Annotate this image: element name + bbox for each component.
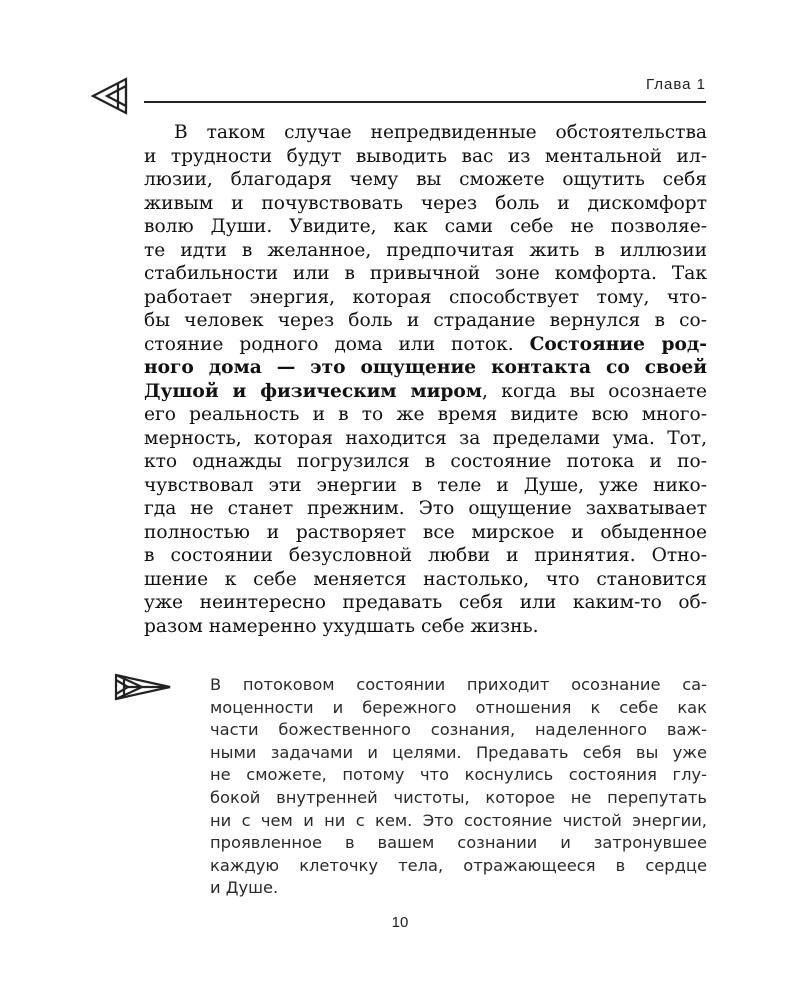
text-span: стояние родного дома или поток.: [144, 333, 514, 355]
text-line: те идти в желанное, предпочитая жить в иллюзии: [144, 239, 707, 261]
text-line: в состоянии безусловной любви и принятия. Отно-: [144, 545, 707, 566]
text-line: бы человек через боль и страдание вернулся в со-: [144, 310, 707, 331]
page-number: 10: [391, 914, 409, 931]
text-line: чувствовал эти энергии в теле и Душе, уже нико-: [144, 474, 707, 496]
chapter-label: Глава 1: [645, 76, 706, 93]
text-line: и трудности будут выводить вас из ментальной ил-: [144, 145, 707, 167]
text-line: [144, 356, 707, 380]
text-line: полностью и растворяет все мирское и обыденное: [144, 521, 707, 543]
bold-emphasis: Душой и физическим миром: [144, 380, 482, 402]
text-line: ными задачами и целями. Предавать себя вы уже: [210, 742, 707, 762]
text-line: В таком случае непредвиденные обстоятельства: [174, 122, 707, 143]
text-line: [144, 380, 707, 404]
triangle-emblem-icon: [90, 76, 130, 116]
text-line: разом намеренно ухудшать себе жизнь.: [144, 615, 539, 637]
text-line: и Душе.: [210, 878, 279, 898]
bold-emphasis: Состояние род-: [529, 333, 707, 355]
text-line: [144, 333, 707, 357]
bold-emphasis: ного дома — это ощущение контакта со своей: [144, 357, 707, 378]
text-line: не сможете, потому что коснулись состояния глу-: [210, 765, 707, 785]
text-line: кто однажды погрузился в состояние потока и по-: [144, 451, 707, 472]
text-line: ни с чем и ни с кем. Это состояние чистой энергии,: [210, 810, 707, 830]
text-line: уже неинтересно предавать себя или каким-то об-: [144, 592, 707, 613]
text-line: волю Души. Увидите, как сами себе не позволяе-: [144, 216, 707, 237]
text-line: части божественного сознания, наделенного важ-: [210, 720, 707, 740]
text-line: работает энергия, которая способствует тому, что-: [144, 286, 707, 308]
text-line: моценности и бережного отношения к себе как: [210, 697, 707, 717]
header-rule: [144, 101, 706, 103]
text-line: мерность, которая находится за пределами ума. Тот,: [144, 427, 707, 449]
text-line: В потоковом состоянии приходит осознание са-: [210, 675, 707, 694]
text-line: бокой внутренней чистоты, которое не перепутать: [210, 787, 707, 807]
main-paragraph: [144, 121, 707, 638]
text-line: его реальность и в то же время видите всю много-: [144, 404, 707, 425]
text-line: гда не станет прежним. Это ощущение захватывает: [144, 498, 707, 519]
text-span: , когда вы осознаете: [481, 380, 708, 402]
text-line: проявленное в вашем сознании и затронувшее: [210, 833, 707, 853]
text-line: каждую клеточку тела, отражающееся в сердце: [210, 855, 707, 875]
text-line: люзии, благодаря чему вы сможете ощутить себя: [144, 169, 707, 190]
callout-quote: [210, 674, 707, 900]
arrow-prism-icon: [112, 666, 172, 708]
text-line: шение к себе меняется настолько, что становится: [144, 568, 707, 590]
text-line: живым и почувствовать через боль и дискомфорт: [144, 192, 707, 214]
text-line: стабильности или в привычной зоне комфорта. Так: [144, 263, 707, 284]
